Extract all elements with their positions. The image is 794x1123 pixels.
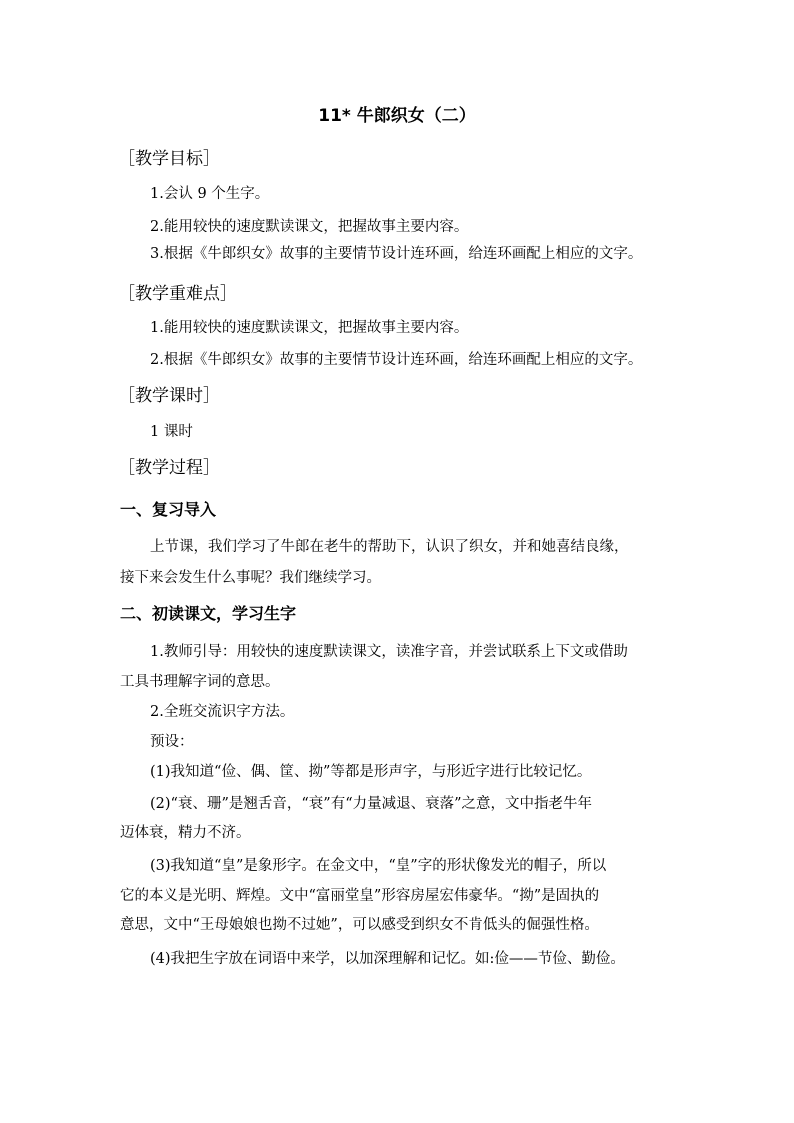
paragraph-line: (3)我知道“皇”是象形字。在金文中，“皇”字的形状像发光的帽子，所以 [150, 858, 607, 874]
key-point-item: 1.能用较快的速度默读课文，把握故事主要内容。 [150, 320, 469, 336]
objective-item: 1.会认 9 个生字。 [150, 186, 270, 202]
paragraph-line: 迈体衰，精力不济。 [120, 825, 251, 841]
objective-item: 3.根据《牛郎织女》故事的主要情节设计连环画，给连环画配上相应的文字。 [150, 246, 643, 262]
key-points-heading: ［教学重难点］ [118, 284, 237, 304]
part2-heading: 二、初读课文，学习生字 [120, 604, 297, 623]
part1-heading: 一、复习导入 [120, 500, 217, 519]
preset-label: 预设： [150, 734, 194, 750]
paragraph-line: (1)我知道“俭、偶、筐、拗”等都是形声字，与形近字进行比较记忆。 [150, 764, 592, 780]
paragraph-line: (4)我把生字放在词语中来学，以加深理解和记忆。如:俭——节俭、勤俭。 [150, 951, 625, 967]
key-point-item: 2.根据《牛郎织女》故事的主要情节设计连环画，给连环画配上相应的文字。 [150, 352, 643, 368]
paragraph-line: (2)“衰、珊”是翘舌音，“衰”有“力量减退、衰落”之意，文中指老牛年 [150, 796, 593, 812]
objective-item: 2.能用较快的速度默读课文，把握故事主要内容。 [150, 219, 469, 235]
paragraph-line: 接下来会发生什么事呢？我们继续学习。 [120, 570, 381, 586]
paragraph-line: 它的本义是光明、辉煌。文中“富丽堂皇”形容房屋宏伟豪华。“拗”是固执的 [120, 888, 600, 904]
periods-heading: ［教学课时］ [118, 386, 220, 406]
paragraph-line: 1.教师引导：用较快的速度默读课文，读准字音，并尝试联系上下文或借助 [150, 644, 628, 660]
objectives-heading: ［教学目标］ [118, 149, 220, 169]
paragraph-line: 上节课，我们学习了牛郎在老牛的帮助下，认识了织女，并和她喜结良缘， [150, 539, 629, 555]
paragraph-line: 工具书理解字词的意思。 [120, 674, 280, 690]
periods-value: 1 课时 [150, 424, 193, 440]
document-title: 11* 牛郎织女（二） [318, 106, 476, 126]
paragraph-line: 意思，文中“王母娘娘也拗不过她”，可以感受到织女不肯低头的倔强性格。 [120, 917, 599, 933]
process-heading: ［教学过程］ [118, 458, 220, 478]
paragraph-line: 2.全班交流识字方法。 [150, 704, 295, 720]
